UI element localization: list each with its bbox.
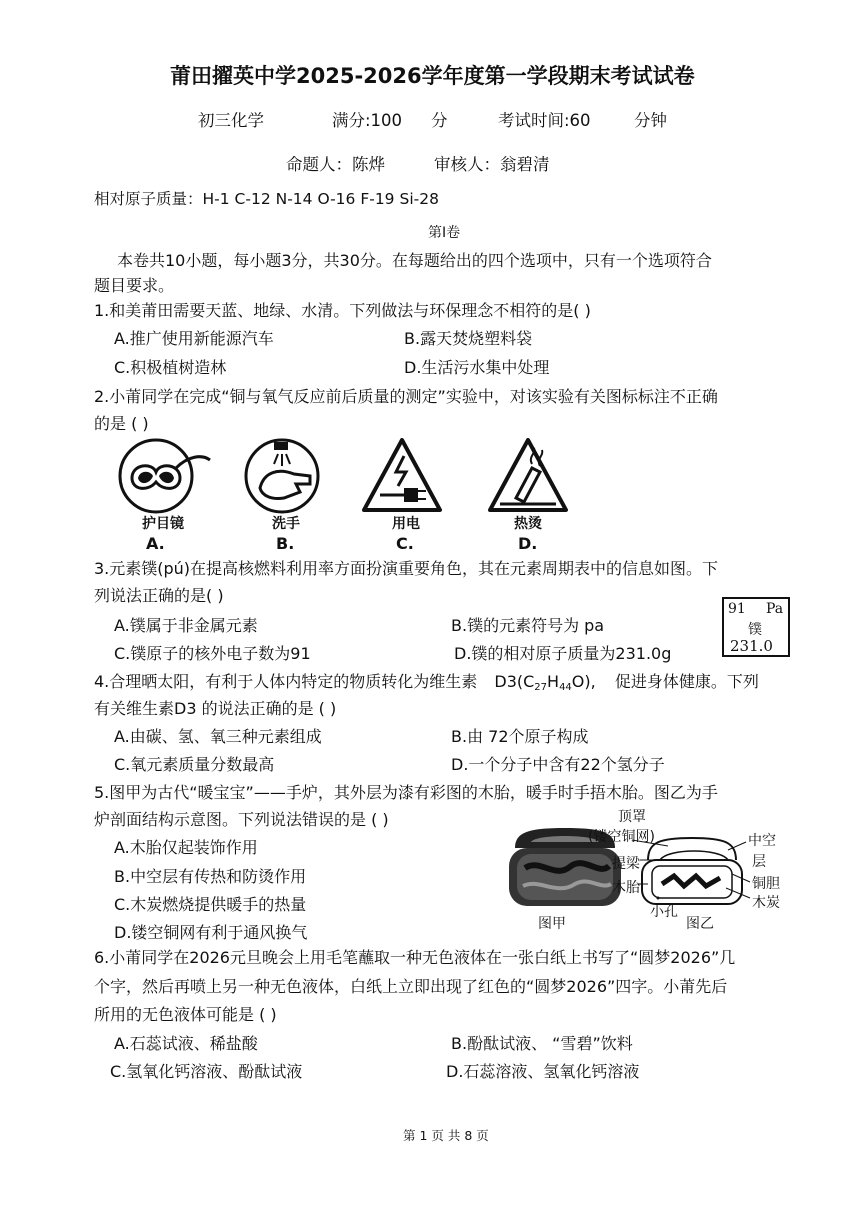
- element-symbol: Pa: [766, 601, 784, 617]
- section-intro-cont: 题目要求。: [94, 276, 175, 295]
- q1-stem: 1.和美莆田需要天蓝、地绿、水清。下列做法与环保理念不相符的是( ): [94, 301, 591, 320]
- fig-label-hole: 小孔: [650, 904, 678, 920]
- q2-icon-label-d: 热烫: [514, 516, 542, 532]
- fig-label-copper-net: (镂空铜网): [588, 829, 655, 845]
- exam-time-unit: 分钟: [634, 111, 667, 130]
- q3-stem-cont: 列说法正确的是( ): [94, 586, 224, 605]
- q6-option-c: C.氢氧化钙溶液、酚酞试液: [110, 1062, 303, 1081]
- q4-stem-cont: 有关维生素D3 的说法正确的是 ( ): [94, 699, 337, 718]
- element-mass: 231.0: [730, 637, 773, 655]
- q2-stem-cont: 的是 ( ): [94, 414, 149, 433]
- q6-option-b: B.酚酞试液、 “雪碧”饮料: [451, 1034, 633, 1053]
- q2-icon-label-b: 洗手: [272, 516, 300, 532]
- q2-option-c: C.: [396, 534, 414, 553]
- q2-icon-label-a: 护目镜: [142, 516, 184, 532]
- q6-stem: 6.小莆同学在2026元旦晚会上用毛笔蘸取一种无色液体在一张白纸上书写了“圆梦2026”几: [94, 948, 736, 967]
- reviewer: 审核人：翁碧清: [434, 155, 550, 174]
- q1-option-a: A.推广使用新能源汽车: [114, 329, 274, 348]
- q6-option-a: A.石蕊试液、稀盐酸: [114, 1034, 258, 1053]
- q4-stem: [94, 669, 759, 693]
- q4-stem-post: 促进身体健康。下列: [614, 672, 759, 691]
- full-score: 满分:100: [332, 111, 403, 130]
- q3-option-a: A.镤属于非金属元素: [114, 616, 258, 635]
- q4-formula: $D3(C_{27}H_{44}O)$,: [494, 672, 596, 693]
- q5-stem: 5.图甲为古代“暖宝宝”——手炉，其外层为漆有彩图的木胎，暖手时手捂木胎。图乙为手: [94, 783, 718, 802]
- author: 命题人：陈烨: [286, 155, 385, 174]
- atomic-mass: 相对原子质量：H-1 C-12 N-14 O-16 F-19 Si-28: [94, 190, 439, 208]
- element-number: 91: [728, 601, 746, 617]
- electricity-warning-icon: [364, 440, 440, 510]
- hand-wash-icon: [246, 440, 318, 512]
- fig-label-hollow-layer: 层: [752, 854, 766, 870]
- fig-label-top-cover: 顶罩: [618, 809, 646, 825]
- q2-stem: 2.小莆同学在完成“铜与氧气反应前后质量的测定”实验中，对该实验有关图标标注不正确: [94, 387, 718, 406]
- q6-option-d: D.石蕊溶液、氢氧化钙溶液: [446, 1062, 640, 1081]
- q3-stem: 3.元素镤(pú)在提高核燃料利用率方面扮演重要角色，其在元素周期表中的信息如图。下: [94, 559, 719, 578]
- q4-option-d: D.一个分子中含有22个氢分子: [451, 755, 665, 774]
- subject: 初三化学: [198, 111, 264, 130]
- periodic-element-box: [722, 597, 790, 657]
- q2-option-a: A.: [146, 534, 165, 553]
- q2-option-d: D.: [518, 534, 538, 553]
- q6-stem-cont: 个字，然后再喷上另一种无色液体，白纸上立即出现了红色的“圆梦2026”四字。小莆先后: [94, 977, 728, 996]
- q2-option-b: B.: [276, 534, 295, 553]
- page-number: 第 1 页 共 8 页: [403, 1128, 489, 1143]
- full-score-unit: 分: [431, 111, 448, 130]
- q6-stem-cont2: 所用的无色液体可能是 ( ): [94, 1005, 277, 1024]
- q4-option-a: A.由碳、氢、氧三种元素组成: [114, 727, 322, 746]
- section-title: 第Ⅰ卷: [428, 225, 461, 241]
- q2-icons: [118, 438, 578, 516]
- q5-option-a: A.木胎仅起装饰作用: [114, 838, 258, 857]
- q5-stem-cont: 炉剖面结构示意图。下列说法错误的是 ( ): [94, 810, 389, 829]
- q5-option-c: C.木炭燃烧提供暖手的热量: [114, 895, 307, 914]
- q2-icon-label-c: 用电: [392, 516, 420, 532]
- q5-option-b: B.中空层有传热和防烫作用: [114, 867, 307, 886]
- q4-option-b: B.由 72个原子构成: [451, 727, 589, 746]
- fig-label-handle: 提梁: [612, 856, 640, 872]
- fig-label-charcoal: 木炭: [752, 895, 780, 911]
- goggles-icon: [120, 440, 210, 512]
- exam-title: 莆田擢英中学2025-2026学年度第一学段期末考试试卷: [170, 64, 695, 88]
- exam-time: 考试时间:60: [498, 111, 591, 130]
- q3-option-d: D.镤的相对原子质量为231.0g: [454, 644, 672, 663]
- q1-option-c: C.积极植树造林: [114, 358, 227, 377]
- hot-surface-icon: [490, 440, 566, 510]
- fig-label-yi: 图乙: [686, 916, 714, 932]
- q1-option-b: B.露天焚烧塑料袋: [404, 329, 533, 348]
- q3-option-b: B.镤的元素符号为 pa: [451, 616, 605, 635]
- element-name: 镤: [748, 622, 762, 638]
- q4-stem-pre: 4.合理晒太阳，有利于人体内特定的物质转化为维生素: [94, 672, 478, 691]
- q4-option-c: C.氧元素质量分数最高: [114, 755, 275, 774]
- fig-label-wood: 木胎: [612, 880, 640, 896]
- q1-option-d: D.生活污水集中处理: [404, 358, 550, 377]
- fig-label-copper-liner: 铜胆: [752, 876, 780, 892]
- fig-label-jia: 图甲: [538, 916, 566, 932]
- fig-label-hollow: 中空: [748, 833, 776, 849]
- fig-leader-lines: [588, 820, 758, 915]
- q5-option-d: D.镂空铜网有利于通风换气: [114, 923, 308, 942]
- section-intro: 本卷共10小题，每小题3分，共30分。在每题给出的四个选项中，只有一个选项符合: [117, 251, 712, 270]
- q3-option-c: C.镤原子的核外电子数为91: [114, 644, 311, 663]
